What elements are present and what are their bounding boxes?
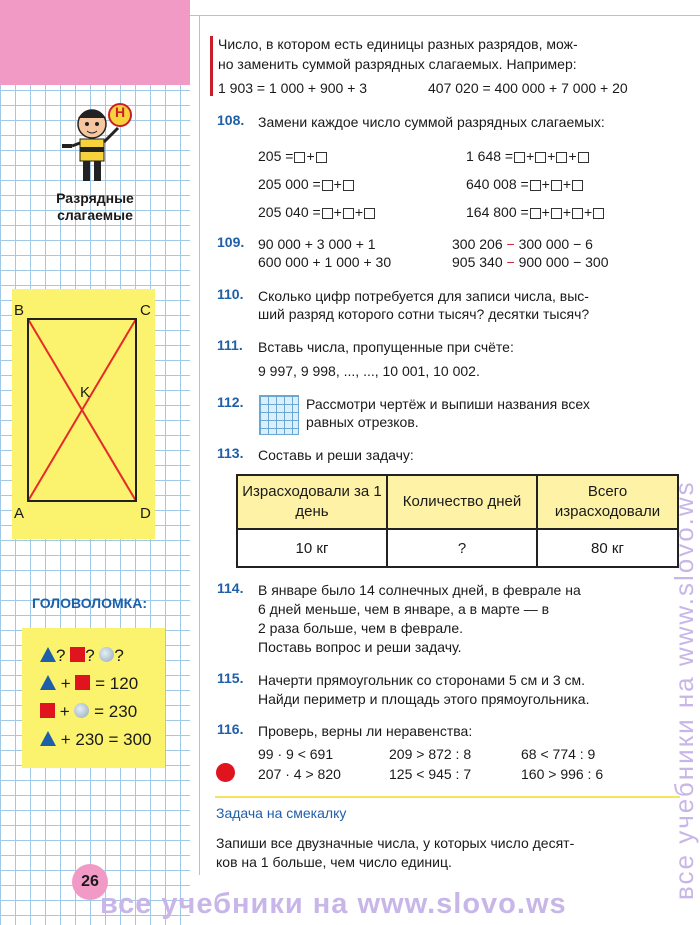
ex115-line: Найди периметр и площадь этого прямоугольника.: [258, 691, 590, 707]
ex108-item: 640 008 = + +: [466, 174, 584, 194]
intro-example-2: 407 020 = 400 000 + 7 000 + 20: [428, 80, 628, 96]
pink-header-band: [0, 0, 190, 85]
puzzle-eq-2: = 230: [94, 702, 138, 721]
inequality: 209 > 872 : 8: [389, 746, 472, 762]
red-square-icon: [75, 675, 90, 690]
inequality: 125 < 945 : 7: [389, 766, 472, 782]
puzzle-content: [40, 642, 152, 754]
hint-divider: [215, 796, 680, 798]
ex112-line: Рассмотри чертёж и выпиши названия всех: [306, 396, 590, 412]
exercise-111-number: 111.: [217, 337, 243, 353]
watermark-side: все учебники на www.slovo.ws: [669, 480, 699, 900]
puzzle-row-4: [40, 726, 152, 754]
table-header: Количество дней: [387, 475, 537, 529]
vertex-c: C: [140, 302, 151, 319]
ex112-line: равных отрезков.: [306, 414, 419, 430]
top-rule: [190, 15, 700, 16]
page-number: 26: [72, 864, 108, 900]
puzzle-row-3: [40, 698, 152, 726]
exercise-108-text: Замени каждое число суммой разрядных слагаемых:: [258, 114, 605, 130]
puzzle-eq-3: + 230 = 300: [60, 730, 152, 749]
triangle-icon: [40, 647, 56, 662]
inequality: 68 < 774 : 9: [521, 746, 596, 762]
grid-icon: [259, 395, 299, 435]
ex109-expr: 600 000 + 1 000 + 30: [258, 254, 392, 270]
hint-line: ков на 1 больше, чем число единиц.: [216, 854, 452, 870]
inequality: 99 · 9 < 691: [258, 746, 334, 762]
ex114-line: В январе было 14 солнечных дней, в феврале на: [258, 582, 581, 598]
ex114-line: Поставь вопрос и реши задачу.: [258, 639, 462, 655]
exercise-108-number: 108.: [217, 112, 245, 128]
ex110-line: Сколько цифр потребуется для записи числа, выс-: [258, 288, 589, 304]
vertex-d: D: [140, 505, 151, 522]
table-header: Израсходовали за 1 день: [237, 475, 387, 529]
point-k: K: [80, 384, 91, 401]
content-rule: [199, 15, 200, 875]
exercise-116-number: 116.: [217, 721, 244, 737]
grey-circle-icon: [74, 703, 89, 718]
ex116-text: Проверь, верны ли неравенства:: [258, 723, 473, 739]
red-dot-icon: [216, 763, 235, 782]
ex111-line: Вставь числа, пропущенные при счёте:: [258, 339, 514, 355]
hint-line: Запиши все двузначные числа, у которых число десят-: [216, 835, 575, 851]
vertex-a: A: [14, 505, 25, 522]
ex108-item: 205 000 = +: [258, 174, 355, 194]
puzzle-title: ГОЛОВОЛОМКА:: [32, 595, 148, 611]
ex114-line: 2 раза больше, чем в феврале.: [258, 620, 464, 636]
puzzle-row-2: [40, 670, 152, 698]
topic-line-1: Разрядные: [56, 190, 134, 206]
table-header: Всего израсходовали: [537, 475, 678, 529]
ex108-item: 1 648 = + + +: [466, 146, 590, 166]
inequality: 207 · 4 > 820: [258, 766, 341, 782]
puzzle-eq-1: = 120: [95, 674, 139, 693]
triangle-icon: [40, 675, 56, 690]
puzzle-q: ?: [56, 646, 66, 665]
exercise-110-number: 110.: [217, 286, 244, 302]
ex109-expr: 905 340 − 900 000 − 300: [452, 254, 609, 270]
intro-line-2: но заменить суммой разрядных слагаемых. Например:: [218, 56, 577, 72]
inequality: 160 > 996 : 6: [521, 766, 604, 782]
ex111-line: 9 997, 9 998, ..., ..., 10 001, 10 002.: [258, 363, 480, 379]
watermark-bottom: все учебники на www.slovo.ws: [100, 888, 567, 920]
intro-example-1: 1 903 = 1 000 + 900 + 3: [218, 80, 368, 96]
exercise-112-number: 112.: [217, 394, 244, 410]
intro-line-1: Число, в котором есть единицы разных разрядов, мож-: [218, 36, 578, 52]
task-table: [236, 474, 679, 568]
exercise-109-number: 109.: [217, 234, 245, 250]
ex114-line: 6 дней меньше, чем в январе, а в марте — в: [258, 601, 550, 617]
ex115-line: Начерти прямоугольник со сторонами 5 см и 3 см.: [258, 672, 586, 688]
topic-label: [40, 190, 150, 224]
exercise-113-number: 113.: [217, 445, 244, 461]
ex109-expr: 90 000 + 3 000 + 1: [258, 236, 376, 252]
puzzle-row-1: [40, 642, 152, 670]
ex113-text: Составь и реши задачу:: [258, 447, 414, 463]
ex108-item: 205 = +: [258, 146, 328, 166]
ex110-line: ший разряд которого сотни тысяч? десятки тысяч?: [258, 306, 590, 322]
table-cell: 10 кг: [237, 529, 387, 567]
puzzle-q: ?: [114, 646, 124, 665]
plus-sign: +: [60, 674, 71, 693]
puzzle-q: ?: [85, 646, 95, 665]
plus-sign: +: [59, 702, 70, 721]
hint-title: Задача на смекалку: [216, 805, 347, 821]
ex109-expr: 300 206 − 300 000 − 6: [452, 236, 593, 252]
exercise-114-number: 114.: [217, 580, 244, 596]
table-cell: 80 кг: [537, 529, 678, 567]
rule-marker: [210, 36, 213, 96]
ex108-item: 164 800 = + + +: [466, 202, 605, 222]
rectangle-diagram: [12, 289, 155, 539]
exercise-115-number: 115.: [217, 670, 244, 686]
triangle-icon: [40, 731, 56, 746]
table-cell: ?: [387, 529, 537, 567]
red-square-icon: [70, 647, 85, 662]
ex108-item: 205 040 = + +: [258, 202, 376, 222]
grey-circle-icon: [99, 647, 114, 662]
n-badge: Н: [114, 104, 126, 120]
red-square-icon: [40, 703, 55, 718]
vertex-b: B: [14, 302, 25, 319]
topic-line-2: слагаемые: [57, 207, 133, 223]
